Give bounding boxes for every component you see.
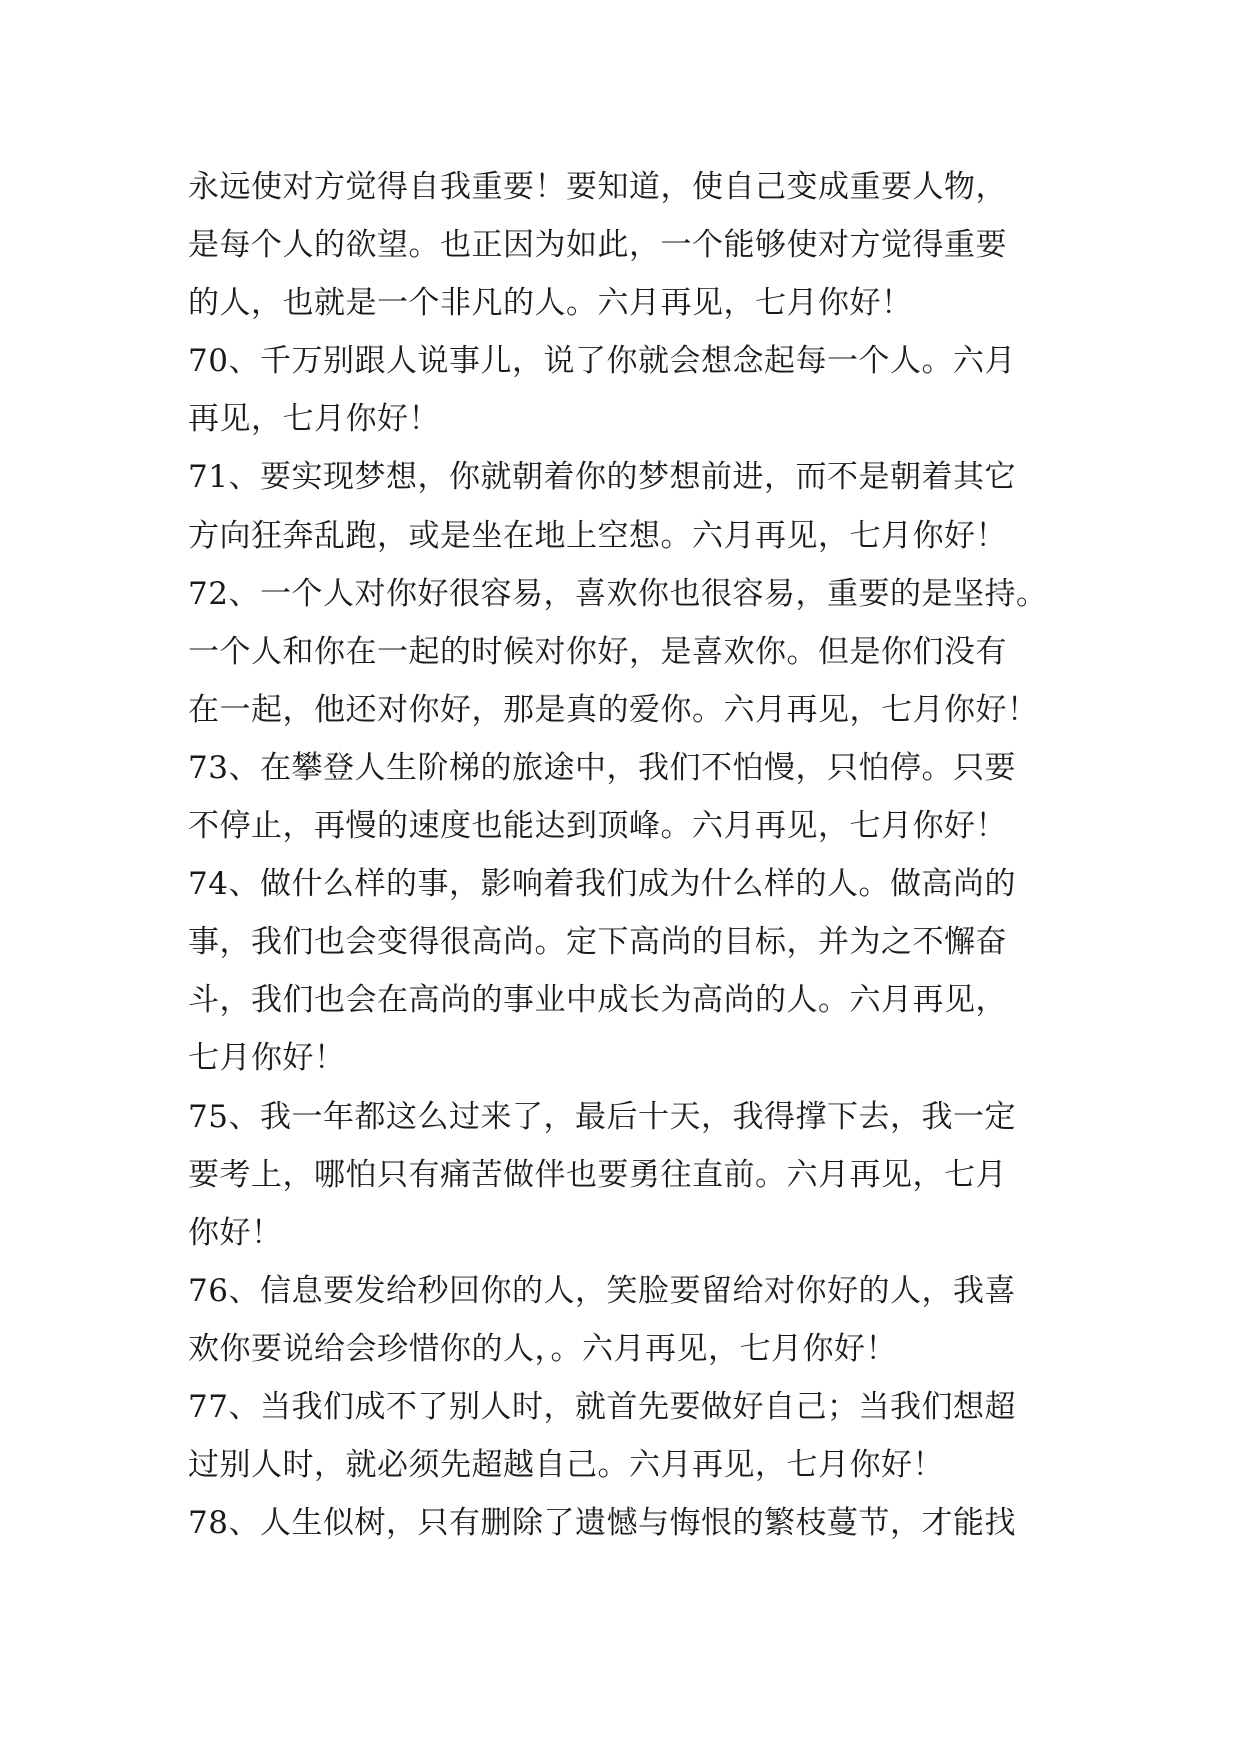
text-line: 事，我们也会变得很高尚。定下高尚的目标，并为之不懈奋 <box>188 924 1007 961</box>
text-line: 方向狂奔乱跑，或是坐在地上空想。六月再见，七月你好！ <box>188 517 1007 554</box>
text-line: 78、人生似树，只有删除了遗憾与悔恨的繁枝蔓节，才能找 <box>188 1505 1016 1542</box>
text-line: 在一起，他还对你好，那是真的爱你。六月再见，七月你好！ <box>188 691 1039 728</box>
text-line: 是每个人的欲望。也正因为如此，一个能够使对方觉得重要 <box>188 227 1007 264</box>
text-line: 七月你好！ <box>188 1040 346 1077</box>
text-line: 72、一个人对你好很容易，喜欢你也很容易，重要的是坚持。 <box>188 575 1048 612</box>
text-line: 的人，也就是一个非凡的人。六月再见，七月你好！ <box>188 285 913 322</box>
text-line: 75、我一年都这么过来了，最后十天，我得撑下去，我一定 <box>188 1098 1016 1135</box>
text-line: 74、做什么样的事，影响着我们成为什么样的人。做高尚的 <box>188 866 1016 903</box>
text-line: 73、在攀登人生阶梯的旅途中，我们不怕慢，只怕停。只要 <box>188 749 1016 786</box>
text-line: 再见，七月你好！ <box>188 401 440 438</box>
text-line: 欢你要说给会珍惜你的人，。六月再见，七月你好！ <box>188 1330 897 1367</box>
text-line: 你好！ <box>188 1214 283 1251</box>
text-line: 一个人和你在一起的时候对你好，是喜欢你。但是你们没有 <box>188 633 1007 670</box>
document-body <box>188 158 1064 1552</box>
text-line: 77、当我们成不了别人时，就首先要做好自己；当我们想超 <box>188 1388 1016 1425</box>
text-line: 70、千万别跟人说事儿，说了你就会想念起每一个人。六月 <box>188 343 1016 380</box>
text-line: 要考上，哪怕只有痛苦做伴也要勇往直前。六月再见，七月 <box>188 1156 1007 1193</box>
text-line: 76、信息要发给秒回你的人，笑脸要留给对你好的人，我喜 <box>188 1272 1016 1309</box>
text-line: 过别人时，就必须先超越自己。六月再见，七月你好！ <box>188 1447 944 1484</box>
text-line: 永远使对方觉得自我重要！要知道，使自己变成重要人物， <box>188 169 1007 205</box>
text-line: 不停止，再慢的速度也能达到顶峰。六月再见，七月你好！ <box>188 808 1007 845</box>
text-line: 斗，我们也会在高尚的事业中成长为高尚的人。六月再见， <box>188 982 1007 1019</box>
text-line: 71、要实现梦想，你就朝着你的梦想前进，而不是朝着其它 <box>188 459 1016 496</box>
